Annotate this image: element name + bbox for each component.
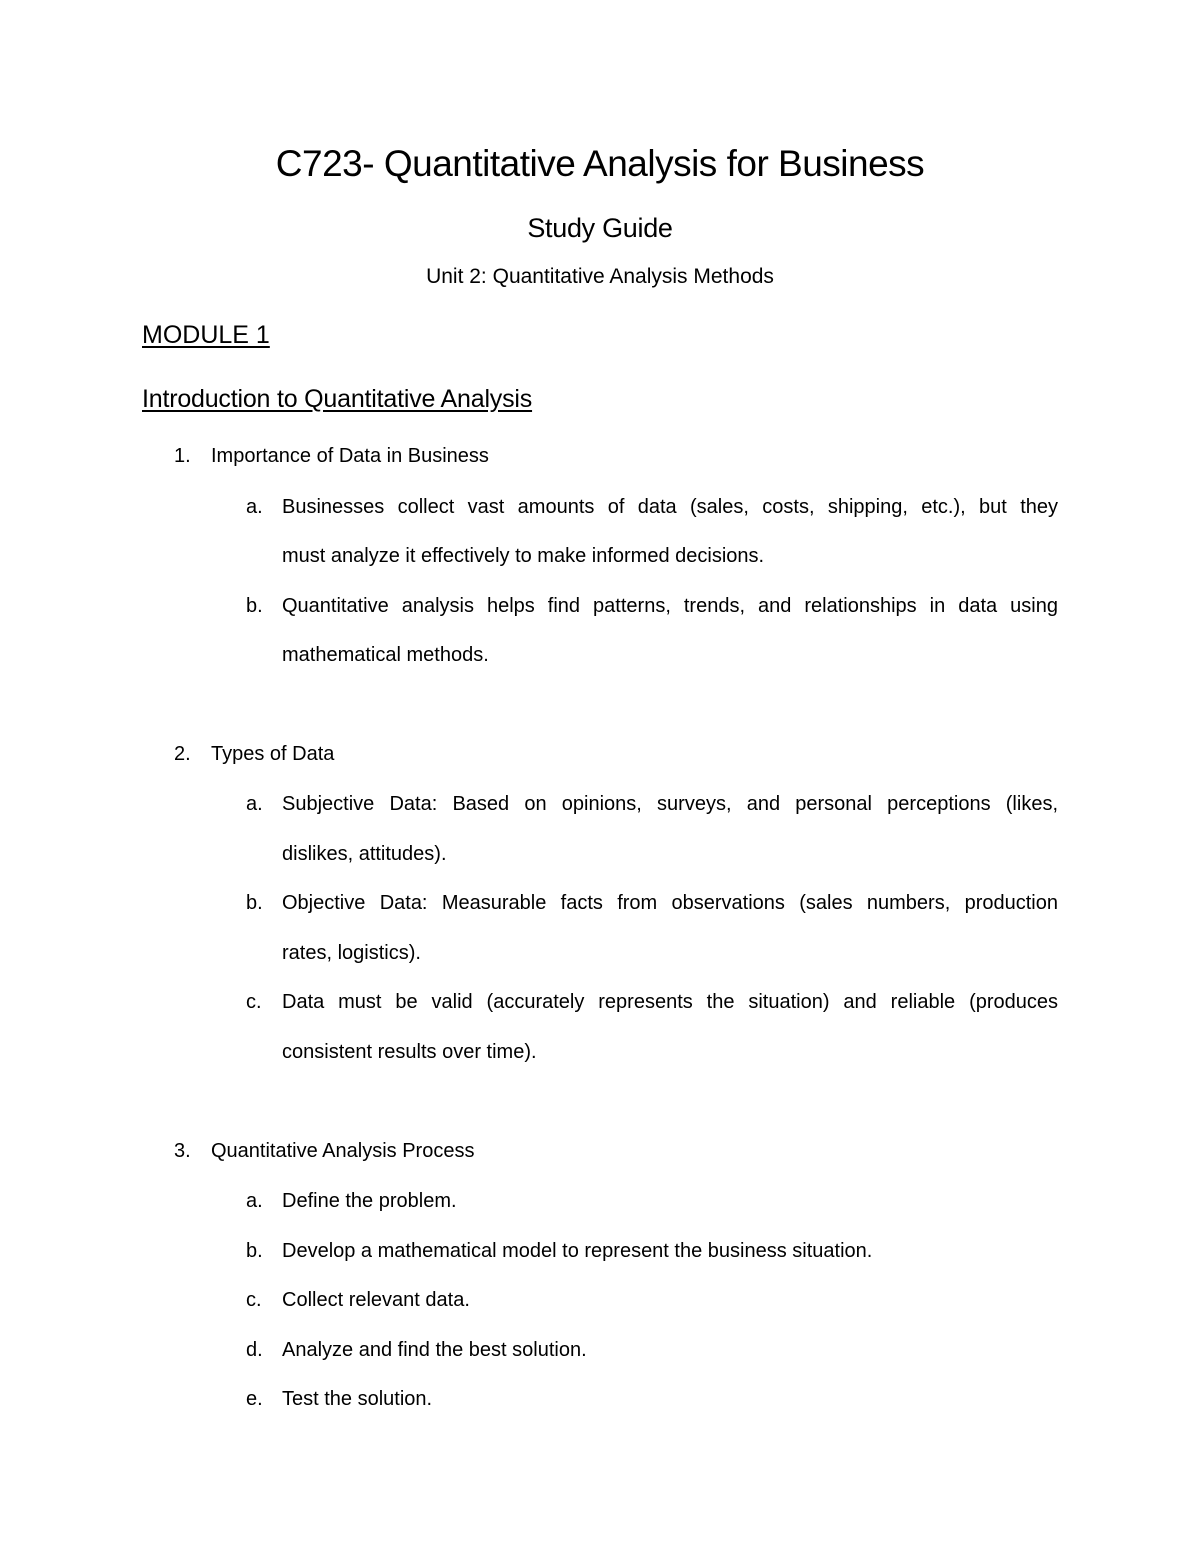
list-number: 1. bbox=[174, 445, 191, 467]
sub-list-text: Quantitative analysis helps find patterns, trends, and relationships in data using bbox=[282, 595, 1058, 617]
module-heading: MODULE 1 bbox=[142, 321, 270, 349]
section-heading: Introduction to Quantitative Analysis bbox=[142, 385, 533, 413]
sub-list-letter: a. bbox=[246, 496, 263, 518]
sub-list-letter: b. bbox=[246, 595, 263, 617]
sub-list-text: Data must be valid (accurately represents the situation) and reliable (produces bbox=[282, 991, 1058, 1013]
list-number: 3. bbox=[174, 1140, 191, 1162]
list-item-label: Quantitative Analysis Process bbox=[211, 1140, 475, 1162]
sub-list-letter: e. bbox=[246, 1388, 263, 1410]
sub-list-text: Develop a mathematical model to represent the business situation. bbox=[282, 1240, 873, 1262]
list-item-label: Importance of Data in Business bbox=[211, 445, 489, 467]
sub-list-text: consistent results over time). bbox=[282, 1041, 537, 1063]
sub-list-text: Subjective Data: Based on opinions, surveys, and personal perceptions (likes, bbox=[282, 793, 1058, 815]
sub-list-text: must analyze it effectively to make informed decisions. bbox=[282, 545, 765, 567]
unit-heading: Unit 2: Quantitative Analysis Methods bbox=[426, 265, 774, 288]
sub-list-letter: d. bbox=[246, 1339, 263, 1361]
sub-list-letter: a. bbox=[246, 1190, 263, 1212]
sub-list-text: Businesses collect vast amounts of data (sales, costs, shipping, etc.), but they bbox=[282, 496, 1058, 518]
sub-list-text: mathematical methods. bbox=[282, 644, 489, 666]
list-number: 2. bbox=[174, 743, 191, 765]
sub-list-text: rates, logistics). bbox=[282, 942, 421, 964]
document-title: C723- Quantitative Analysis for Business bbox=[275, 143, 925, 184]
sub-list-text: Objective Data: Measurable facts from observations (sales numbers, production bbox=[282, 892, 1058, 914]
sub-list-text: dislikes, attitudes). bbox=[282, 843, 447, 865]
sub-list-text: Collect relevant data. bbox=[282, 1289, 470, 1311]
sub-list-text: Define the problem. bbox=[282, 1190, 457, 1212]
sub-list-letter: c. bbox=[246, 1289, 262, 1311]
list-item-label: Types of Data bbox=[211, 743, 335, 765]
sub-list-text: Test the solution. bbox=[282, 1388, 433, 1410]
sub-list-letter: a. bbox=[246, 793, 263, 815]
document-subtitle: Study Guide bbox=[527, 213, 673, 243]
sub-list-text: Analyze and find the best solution. bbox=[282, 1339, 587, 1361]
sub-list-letter: c. bbox=[246, 991, 262, 1013]
sub-list-letter: b. bbox=[246, 892, 263, 914]
sub-list-letter: b. bbox=[246, 1240, 263, 1262]
